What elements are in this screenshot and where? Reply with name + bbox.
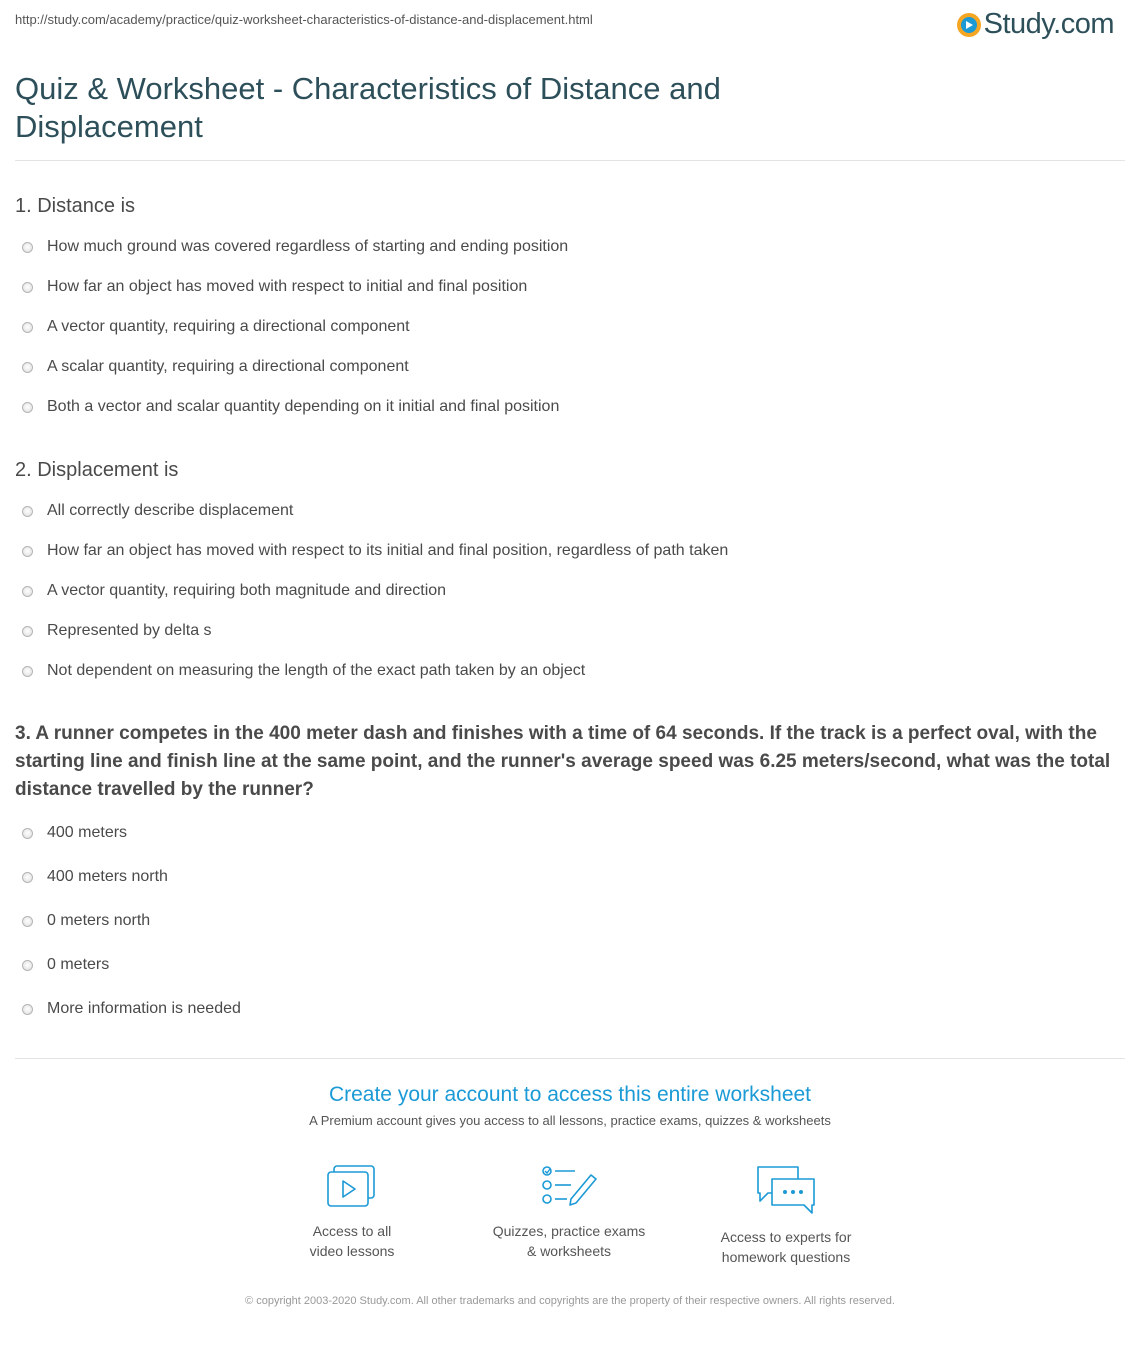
quiz-checklist-icon	[541, 1165, 597, 1209]
page-url: http://study.com/academy/practice/quiz-worksheet-characteristics-of-distance-and-displacement.html	[15, 12, 593, 27]
q2-option-3[interactable]	[22, 582, 446, 600]
feature-label-line2: video lessons	[309, 1243, 395, 1259]
feature-label-line1: Access to all	[312, 1223, 392, 1239]
radio-button[interactable]	[22, 666, 33, 677]
radio-button[interactable]	[22, 242, 33, 253]
question-1: 1. Distance is	[15, 195, 136, 217]
radio-button[interactable]	[22, 546, 33, 557]
divider	[15, 1058, 1125, 1059]
option-label: 0 meters north	[47, 912, 151, 929]
feature-video-lessons	[252, 1165, 452, 1261]
option-label: All correctly describe displacement	[47, 502, 294, 519]
radio-button[interactable]	[22, 872, 33, 883]
option-label: 400 meters north	[47, 868, 168, 885]
q1-option-5[interactable]	[22, 398, 559, 416]
radio-button[interactable]	[22, 506, 33, 517]
radio-button[interactable]	[22, 402, 33, 413]
q2-option-1[interactable]	[22, 502, 293, 520]
radio-button[interactable]	[22, 282, 33, 293]
feature-label-line1: Access to experts for	[720, 1229, 852, 1245]
feature-label-line1: Quizzes, practice exams	[492, 1223, 646, 1239]
option-label: A vector quantity, requiring both magnitude and direction	[47, 582, 447, 599]
feature-label-line2: homework questions	[721, 1249, 851, 1265]
copyright-notice: © copyright 2003-2020 Study.com. All other trademarks and copyrights are the property of their respective owners. All rights reserved.	[245, 1295, 895, 1307]
feature-quizzes	[469, 1165, 669, 1261]
option-label: A scalar quantity, requiring a directional component	[47, 358, 409, 375]
option-label: 400 meters	[47, 824, 128, 841]
divider	[15, 160, 1125, 161]
option-label: Represented by delta s	[47, 622, 212, 639]
q1-option-4[interactable]	[22, 358, 409, 376]
q1-option-3[interactable]	[22, 318, 410, 336]
radio-button[interactable]	[22, 362, 33, 373]
study-play-icon	[957, 13, 981, 37]
page-title: Quiz & Worksheet - Characteristics of Distance and Displacement	[15, 71, 721, 144]
radio-button[interactable]	[22, 828, 33, 839]
logo-text: Study.com	[983, 8, 1114, 40]
option-label: How far an object has moved with respect to initial and final position	[47, 278, 528, 295]
radio-button[interactable]	[22, 626, 33, 637]
option-label: Both a vector and scalar quantity depending on it initial and final position	[47, 398, 560, 415]
question-2: 2. Displacement is	[15, 459, 179, 481]
chat-bubbles-icon	[754, 1165, 818, 1215]
radio-button[interactable]	[22, 586, 33, 597]
radio-button[interactable]	[22, 322, 33, 333]
option-label: How much ground was covered regardless of starting and ending position	[47, 238, 569, 255]
cta-subtitle: A Premium account gives you access to all lessons, practice exams, quizzes & worksheets	[309, 1113, 831, 1128]
option-label: A vector quantity, requiring a directional component	[47, 318, 410, 335]
feature-experts	[686, 1165, 886, 1267]
q3-option-5[interactable]	[22, 1000, 241, 1018]
radio-button[interactable]	[22, 916, 33, 927]
q1-option-2[interactable]	[22, 278, 527, 296]
q3-option-4[interactable]	[22, 956, 109, 974]
q2-option-4[interactable]	[22, 622, 212, 640]
study-logo[interactable]	[957, 8, 1114, 41]
q3-option-2[interactable]	[22, 868, 168, 886]
q1-option-1[interactable]	[22, 238, 568, 256]
radio-button[interactable]	[22, 960, 33, 971]
option-label: More information is needed	[47, 1000, 241, 1017]
feature-label-line2: & worksheets	[526, 1243, 612, 1259]
q2-option-2[interactable]	[22, 542, 728, 560]
q2-option-5[interactable]	[22, 662, 585, 680]
option-label: Not dependent on measuring the length of the exact path taken by an object	[47, 662, 586, 679]
video-lesson-icon	[326, 1165, 378, 1209]
option-label: How far an object has moved with respect to its initial and final position, regardless of path taken	[47, 542, 729, 559]
q3-option-3[interactable]	[22, 912, 150, 930]
radio-button[interactable]	[22, 1004, 33, 1015]
q3-option-1[interactable]	[22, 824, 127, 842]
question-3: 3. A runner competes in the 400 meter dash and finishes with a time of 64 seconds. If the track is a perfect oval, with the starting line and finish line at the same point, and the runner's average speed was 6.25 meters/second, what was the total distance travelled by the runner?	[15, 723, 1111, 800]
option-label: 0 meters	[47, 956, 110, 973]
create-account-link[interactable]: Create your account to access this entire worksheet	[328, 1083, 812, 1106]
